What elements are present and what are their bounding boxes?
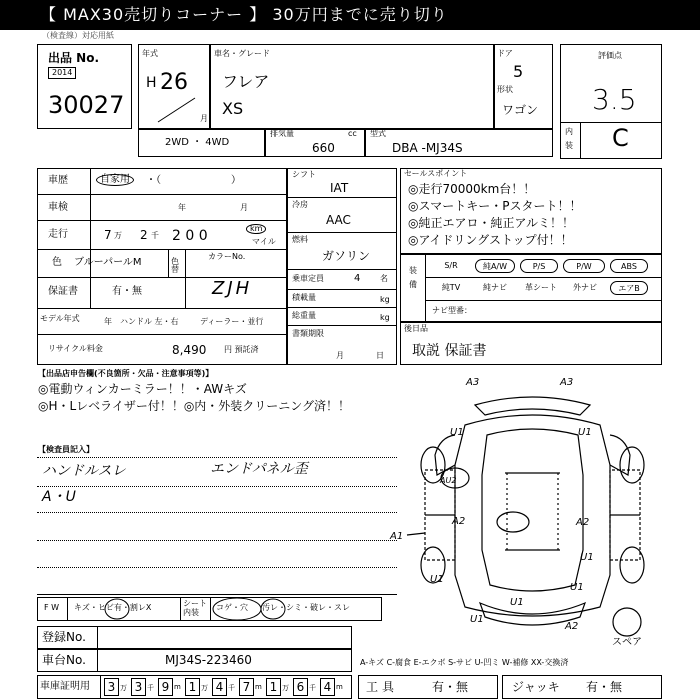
color-no-label: カラーNo. xyxy=(208,252,246,261)
doc-expiry-day: 日 xyxy=(376,351,384,360)
fuel-label: 燃料 xyxy=(292,235,308,244)
color-vline-2 xyxy=(185,249,186,308)
cert-unit: m xyxy=(255,683,262,691)
color-label: 色 xyxy=(52,257,62,268)
fw-seat-label: シート内装 xyxy=(183,599,207,617)
shift-label: シフト xyxy=(292,170,316,179)
mid-line-1 xyxy=(287,197,397,198)
year-slash xyxy=(150,95,200,125)
model-row-handle: ハンドル 左・右 xyxy=(120,317,179,326)
reg-label: 登録No. xyxy=(42,630,86,644)
shape-value: ワゴン xyxy=(502,103,539,117)
mark-a2-right: A2 xyxy=(576,517,590,528)
specs-line-5 xyxy=(37,308,287,309)
gross-label: 総重量 xyxy=(292,311,316,320)
inspection-label: 車検 xyxy=(48,202,68,213)
equip-alloy: 純A/W xyxy=(475,259,515,273)
score-divider xyxy=(560,122,662,123)
notes-line-5 xyxy=(37,567,397,568)
interior-label-1: 内 xyxy=(565,127,573,136)
color-vline-1 xyxy=(168,249,169,277)
year-label: 年式 xyxy=(142,49,158,58)
equipment-line-1 xyxy=(425,277,662,278)
interior-value: C xyxy=(612,124,629,152)
jack-label: ジャッキ xyxy=(512,680,560,694)
notes-line-3 xyxy=(37,512,397,513)
cert-digit: 4 xyxy=(320,678,335,696)
shape-label: 形状 xyxy=(497,85,513,94)
year-unit: 月 xyxy=(200,114,208,123)
cert-unit: 万 xyxy=(201,684,208,692)
mark-a3-left: A3 xyxy=(466,377,480,388)
mark-au2: AU2 xyxy=(440,476,457,485)
doors-label: ドア xyxy=(497,49,513,58)
lot-number: 30027 xyxy=(48,91,125,119)
navi-model-label: ナビ型番： xyxy=(432,306,472,315)
equip-ext-navi: 外ナビ xyxy=(573,283,597,292)
mark-u1-bottom-left: U1 xyxy=(470,614,484,625)
year-era: H xyxy=(146,75,157,91)
carname-label: 車名・グレード xyxy=(214,49,270,58)
mark-spare: スペア xyxy=(612,637,642,648)
sales-item-2: ◎スマートキー・Pスタート！！ xyxy=(408,199,582,213)
fw-part2: コゲ・穴 xyxy=(216,603,248,612)
model-row-label: モデル年式 xyxy=(40,314,80,323)
seller-notes-line2: ◎H・Lレベライザー付！！◎内・外装クリーニング済！！ xyxy=(38,399,351,413)
modelcode-value: DBA -MJ34S xyxy=(392,141,463,155)
history-label: 車歴 xyxy=(48,175,68,186)
inspection-month: 月 xyxy=(240,203,248,212)
mark-u1-bottom: U1 xyxy=(510,597,524,608)
notes-line-4 xyxy=(37,540,397,541)
specs-vline xyxy=(90,168,91,308)
equip-airbag: エアB xyxy=(610,281,648,295)
warranty-label: 保証書 xyxy=(48,286,78,297)
mark-u1-bl: U1 xyxy=(430,574,444,585)
sales-item-3: ◎純正エアロ・純正アルミ！！ xyxy=(408,216,574,230)
cert-digit-cell xyxy=(158,678,183,696)
cert-digit-cell xyxy=(320,678,345,696)
car-name: フレア xyxy=(222,72,270,91)
load-unit: kg xyxy=(380,295,390,304)
fw-part3: 汚レ・シミ・破レ・スレ xyxy=(262,603,350,612)
displacement-unit: cc xyxy=(348,129,357,138)
mid-line-6 xyxy=(287,325,397,326)
jack-value: 有・無 xyxy=(586,680,623,694)
cert-digit-cell xyxy=(266,678,291,696)
seller-notes-line1: ◎電動ウィンカーミラー！！・AWキズ xyxy=(38,382,247,396)
mark-u1-tr: U1 xyxy=(578,427,592,438)
cert-unit: 千 xyxy=(309,684,316,692)
year-value: 26 xyxy=(160,70,188,95)
specs-line-6 xyxy=(37,334,287,335)
tools-value: 有・無 xyxy=(432,680,469,694)
warranty-value: 有・無 xyxy=(112,286,142,297)
lot-label: 出品 No. xyxy=(48,51,100,65)
cert-digit-cell xyxy=(212,678,237,696)
cert-digit: 4 xyxy=(212,678,227,696)
mileage-v2: 2 xyxy=(140,228,148,242)
shift-value: IAT xyxy=(330,181,349,195)
equipment-label: 装備 xyxy=(409,266,417,289)
mark-a3-right: A3 xyxy=(560,377,574,388)
cooling-label: 冷房 xyxy=(292,200,308,209)
cert-digit: 3 xyxy=(131,678,146,696)
mark-a1: A1 xyxy=(390,531,404,542)
cert-digit: 3 xyxy=(104,678,119,696)
chassis-value: MJ34S-223460 xyxy=(165,653,252,667)
inspection-year: 年 xyxy=(178,203,186,212)
equip-tv: 純TV xyxy=(441,283,461,292)
fw-part1: キズ・ヒビ有・割レX xyxy=(74,603,152,612)
inspector-hand-2: エンドパネル歪 xyxy=(210,461,308,477)
capacity-unit: 名 xyxy=(380,274,388,283)
cooling-value: AAC xyxy=(326,213,351,227)
cert-digits xyxy=(104,675,350,699)
seller-notes-label: 【出品店申告欄(不良箇所・欠品・注意事項等)】 xyxy=(38,369,214,378)
color-change-label: 色替 xyxy=(171,257,179,274)
notes-line-2 xyxy=(37,486,397,487)
mileage-label: 走行 xyxy=(48,229,68,240)
history-extra: ・（ ） xyxy=(146,175,241,186)
mid-line-3 xyxy=(287,269,397,270)
modelcode-label: 型式 xyxy=(370,129,386,138)
color-value: ブルーパールM xyxy=(74,257,142,268)
cert-digit: 1 xyxy=(185,678,200,696)
cert-unit: 千 xyxy=(228,684,235,692)
fuel-value: ガソリン xyxy=(322,249,371,263)
mark-a2-bottom: A2 xyxy=(565,621,579,632)
recycle-value: 8,490 xyxy=(172,343,207,357)
specs-line-1 xyxy=(37,194,287,195)
equip-pw: P/W xyxy=(563,259,605,273)
score-label: 評価点 xyxy=(598,51,622,60)
displacement-value: 660 xyxy=(312,141,335,155)
inspector-notes-label: 【検査員記入】 xyxy=(38,445,94,454)
mileage-u2: 千 xyxy=(151,231,159,240)
drive-value: 2WD ・ 4WD xyxy=(165,137,230,148)
cert-digit: 9 xyxy=(158,678,173,696)
header-note: （検査線）対応用紙 xyxy=(42,31,114,40)
cert-digit-cell xyxy=(131,678,156,696)
inspector-hand-1: ハンドルスレ xyxy=(42,463,126,479)
mileage-unit-km: km xyxy=(246,224,266,234)
displacement-label: 排気量 xyxy=(270,129,294,138)
interior-divider xyxy=(580,122,581,159)
fw-circles xyxy=(37,595,382,623)
color-no-value: ZJH xyxy=(212,278,253,299)
model-row-year: 年 xyxy=(104,317,112,326)
mileage-v1: 7 xyxy=(104,228,112,242)
sales-label: セールスポイント xyxy=(404,169,468,178)
sales-item-4: ◎アイドリングストップ付！！ xyxy=(408,233,573,247)
mark-u1-br: U1 xyxy=(570,582,584,593)
recycle-label: リサイクル料金 xyxy=(48,344,103,353)
cert-digit-cell xyxy=(104,678,129,696)
cert-digit-cell xyxy=(185,678,210,696)
car-diagram xyxy=(395,375,670,655)
inspector-hand-3: A・U xyxy=(42,489,76,505)
cert-digit: 6 xyxy=(293,678,308,696)
specs-line-3 xyxy=(37,249,287,250)
equip-navi: 純ナビ xyxy=(483,283,507,292)
banner-text: 【 MAX30売切りコーナー 】 30万円までに売り切り xyxy=(40,5,448,24)
mark-u1-right: U1 xyxy=(580,552,594,563)
score-value: 3.5 xyxy=(592,83,637,116)
chassis-vline xyxy=(97,649,98,672)
capacity-label: 乗車定員 xyxy=(292,274,324,283)
cert-digit: 7 xyxy=(239,678,254,696)
specs-line-2 xyxy=(37,220,287,221)
attachments-value: 取説 保証書 xyxy=(412,343,487,359)
mid-line-4 xyxy=(287,289,397,290)
cert-unit: m xyxy=(174,683,181,691)
cert-unit: 千 xyxy=(147,684,154,692)
model-row-dealer: ディーラー・並行 xyxy=(200,317,264,326)
cert-unit: m xyxy=(336,683,343,691)
doc-expiry-month: 月 xyxy=(336,351,344,360)
legend-text: A-キズ C-腐食 E-エクボ S-サビ U-凹ミ W-補修 XX-交換済 xyxy=(360,658,569,667)
mid-line-5 xyxy=(287,307,397,308)
cert-unit: 万 xyxy=(282,684,289,692)
capacity-value: 4 xyxy=(354,273,361,284)
mileage-u1: 万 xyxy=(114,231,122,240)
sales-item-1: ◎走行70000km台！！ xyxy=(408,182,536,196)
mark-a2-center: A2 xyxy=(452,516,466,527)
load-label: 積載量 xyxy=(292,293,316,302)
equip-sr: S/R xyxy=(444,261,458,270)
mark-u1-tl: U1 xyxy=(450,427,464,438)
equip-ps: P/S xyxy=(520,259,558,273)
reg-vline xyxy=(97,626,98,649)
notes-line-1 xyxy=(37,457,397,458)
equipment-line-2 xyxy=(425,300,662,301)
doc-expiry-label: 書類期限 xyxy=(292,329,324,338)
interior-label-2: 装 xyxy=(565,141,573,150)
chassis-label: 車台No. xyxy=(42,653,86,667)
cert-unit: 万 xyxy=(120,684,127,692)
mileage-unit-mile: マイル xyxy=(252,237,276,246)
cert-vline xyxy=(100,675,101,699)
mileage-v3: 2 0 0 xyxy=(172,228,208,244)
equip-leather: 革シート xyxy=(525,283,557,292)
mid-line-2 xyxy=(287,232,397,233)
equipment-vline xyxy=(425,254,426,322)
recycle-unit: 円 預託済 xyxy=(224,345,259,354)
gross-unit: kg xyxy=(380,313,390,322)
cert-digit: 1 xyxy=(266,678,281,696)
tools-label: 工具 xyxy=(366,680,399,694)
equip-abs: ABS xyxy=(610,259,648,273)
doors-value: 5 xyxy=(513,62,524,81)
cert-digit-cell xyxy=(239,678,264,696)
cert-digit-cell xyxy=(293,678,318,696)
cert-label: 車庫証明用 xyxy=(40,681,90,692)
attachments-label: 後日品 xyxy=(404,324,428,333)
history-value: 自家用 xyxy=(96,174,134,186)
car-grade: XS xyxy=(222,99,244,118)
fw-label: F W xyxy=(44,603,60,612)
lot-year-stamp: 2014 xyxy=(48,67,76,79)
